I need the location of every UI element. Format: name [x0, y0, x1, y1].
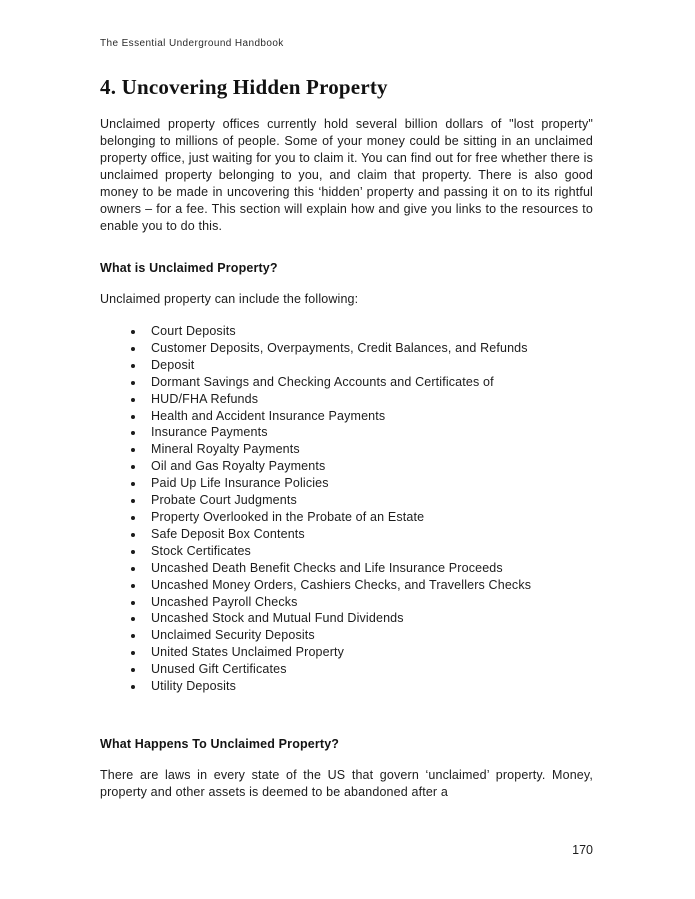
list-lead-text: Unclaimed property can include the following:: [100, 292, 359, 306]
page-number: 170: [572, 843, 593, 857]
list-item: • Uncashed Payroll Checks: [145, 594, 593, 611]
list-item: • Unclaimed Security Deposits: [145, 627, 593, 644]
list-item: • Utility Deposits: [145, 678, 593, 695]
list-item: • Deposit: [145, 357, 593, 374]
running-header: The Essential Underground Handbook: [100, 38, 284, 49]
list-item: • Uncashed Stock and Mutual Fund Dividends: [145, 610, 593, 627]
list-item: • Safe Deposit Box Contents: [145, 526, 593, 543]
list-item: • Stock Certificates: [145, 543, 593, 560]
list-item: • Mineral Royalty Payments: [145, 441, 593, 458]
list-item: • Property Overlooked in the Probate of an Estate: [145, 509, 593, 526]
section-heading-what-happens: What Happens To Unclaimed Property?: [100, 736, 340, 751]
list-item: • Customer Deposits, Overpayments, Credit Balances, and Refunds: [145, 340, 593, 357]
closing-paragraph: There are laws in every state of the US that govern ‘unclaimed’ property. Money, property and other assets is deemed to be abandoned after a: [100, 767, 593, 799]
list-item: • Uncashed Money Orders, Cashiers Checks, and Travellers Checks: [145, 577, 593, 594]
list-item: • Probate Court Judgments: [145, 492, 593, 509]
list-item: • Dormant Savings and Checking Accounts and Certificates of: [145, 374, 593, 391]
list-item: • Uncashed Death Benefit Checks and Life Insurance Proceeds: [145, 560, 593, 577]
list-item: • Court Deposits: [145, 323, 593, 340]
chapter-title: 4. Uncovering Hidden Property: [100, 75, 388, 99]
list-item: • Unused Gift Certificates: [145, 661, 593, 678]
list-item: • Insurance Payments: [145, 424, 593, 441]
list-item: • Health and Accident Insurance Payments: [145, 408, 593, 425]
unclaimed-property-list: [100, 323, 593, 695]
intro-paragraph: Unclaimed property offices currently hold several billion dollars of "lost property" belonging to millions of people. Some of your money could be sitting in an unclaimed property office, just waiting for you to claim it. You can find out for free whether there is unclaimed property belonging to you, and claim that property. There is also good money to be made in uncovering this ‘hidden’ property and passing it on to its rightful owners – for a fee. This section will explain how and give you links to the resources to enable you to do this.: [100, 117, 593, 233]
list-item: • United States Unclaimed Property: [145, 644, 593, 661]
list-item: • HUD/FHA Refunds: [145, 391, 593, 408]
list-item: • Paid Up Life Insurance Policies: [145, 475, 593, 492]
section-heading-what-is-unclaimed-property: What is Unclaimed Property?: [100, 261, 278, 275]
list-item: • Oil and Gas Royalty Payments: [145, 458, 593, 475]
